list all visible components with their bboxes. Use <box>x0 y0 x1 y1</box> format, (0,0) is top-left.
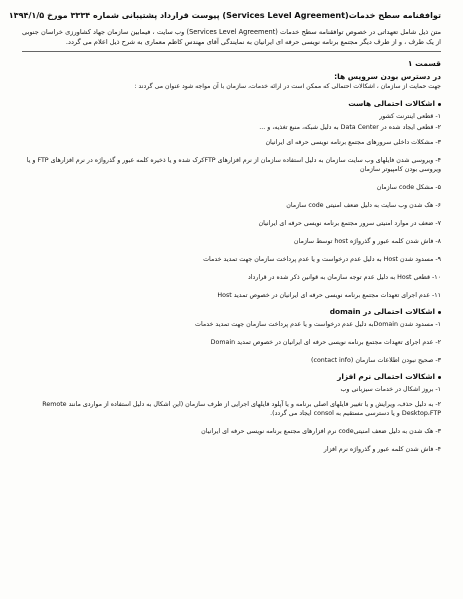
host-issue-item: ۱- قطعی اینترنت کشور <box>379 113 441 120</box>
document-title: توافقنامه سطح خدمات(Services Level Agreement) پیوست قرارداد پشتیبانی شماره ۳۳۳۴ مورخ ۱۳۹۴/۱/۵ <box>8 10 441 20</box>
domain-issue-item: ۱- مسدود شدن Domainبه دلیل عدم درخواست و یا عدم پرداخت سازمان جهت تمدید خدمات <box>195 321 441 328</box>
host-issue-item: ۱۰- قطعی Host به دلیل عدم توجه سازمان به قوانین ذکر شده در قرارداد <box>247 274 441 281</box>
category-heading-software-text: اشکالات احتمالی نرم افزار <box>337 372 435 381</box>
host-issue-item: ۷- ضعف در موارد امنیتی سرور مجتمع برنامه نویسی حرفه ای ایرانیان <box>258 220 441 227</box>
host-issue-item: ۶- هک شدن وب سایت به دلیل ضعف امنیتی code سازمان <box>286 202 441 209</box>
host-issue-item: ۱۱- عدم اجرای تعهدات مجتمع برنامه نویسی حرفه ای ایرانیان در خصوص تمدید Host <box>217 292 441 299</box>
category-heading-domain-text: اشکالات احتمالی در domain <box>329 307 435 316</box>
divider <box>22 51 441 52</box>
host-issue-item: ۴- ویروسی شدن فایلهای وب سایت سازمان به دلیل استفاده سازمان از نرم افزارهای FTPکرک شده و یا ذخیره کلمه عبور و گذرواژه در نرم افزارهای FTP و یا ویروسی بودن کامپیوتر سازمان <box>26 157 441 173</box>
bullet-icon <box>438 376 441 379</box>
host-issue-item: ۸- فاش شدن کلمه عبور و گذرواژه host توسط سازمان <box>293 238 441 245</box>
category-heading-host-text: اشکالات احتمالی هاست <box>348 99 435 108</box>
availability-note: جهت حمایت از سازمان ، اشکالات احتمالی که ممکن است در ارائه خدمات، سازمان با آن مواجه شود عنوان می گردند : <box>134 83 441 90</box>
software-issue-item: ۴- فاش شدن کلمه عبور و گذرواژه نرم افزار <box>323 446 441 453</box>
host-issue-item: ۲- قطعی ایجاد شده در Data Center به دلیل شبکه، منبع تغذیه، و ... <box>259 124 441 131</box>
software-issue-item: ۱- بروز اشکال در خدمات سیزبانی وب <box>340 386 441 393</box>
category-heading-software <box>22 371 441 382</box>
availability-heading: در دسترس بودن سرویس ها: <box>334 72 441 81</box>
intro-paragraph: متن ذیل شامل تعهداتی در خصوص توافقنامه سطح خدمات (Services Level Agreement) وب سایت ، فیمابین سازمان جهاد کشاورزی خراسان جنوبی از یک طرف ، و از طرف دیگر مجتمع برنامه نویسی حرفه ای ایرانیان به نمایندگی آقای مهندس کاظم معماری به شرح ذیل اعلام می گردد. <box>22 28 441 46</box>
host-issue-item: ۳- مشکلات داخلی سرورهای مجتمع برنامه نویسی حرفه ای ایرانیان <box>265 139 441 146</box>
domain-issue-item: ۲- عدم اجرای تعهدات مجتمع برنامه نویسی حرفه ای ایرانیان در خصوص تمدید Domain <box>210 339 441 346</box>
part-label: قسمت ۱ <box>407 59 441 68</box>
category-heading-host <box>22 98 441 109</box>
software-issue-item: ۲- به دلیل حذف، ویرایش و یا تغییر فایلهای اصلی برنامه و یا آپلود فایلهای اجرایی از طرف سازمان (این اشکال به دلیل استفاده از مواردی مانند Remote Desktop،FTP و یا دسترسی مستقیم به consol ایجاد می گردد). <box>42 401 441 417</box>
bullet-icon <box>438 311 441 314</box>
host-issue-item: ۹- مسدود شدن Host به دلیل عدم درخواست و یا عدم پرداخت سازمان جهت تمدید خدمات <box>203 256 441 263</box>
domain-issue-item: ۳- صحیح نبودن اطلاعات سازمان (contact info) <box>311 357 441 364</box>
bullet-icon <box>438 103 441 106</box>
software-issue-item: ۳- هک شدن به دلیل ضعف امنیتیcode نرم افزارهای مجتمع برنامه نویسی حرفه ای ایرانیان <box>201 428 441 435</box>
category-heading-domain <box>22 306 441 317</box>
host-issue-item: ۵- مشکل code سازمان <box>376 184 441 191</box>
